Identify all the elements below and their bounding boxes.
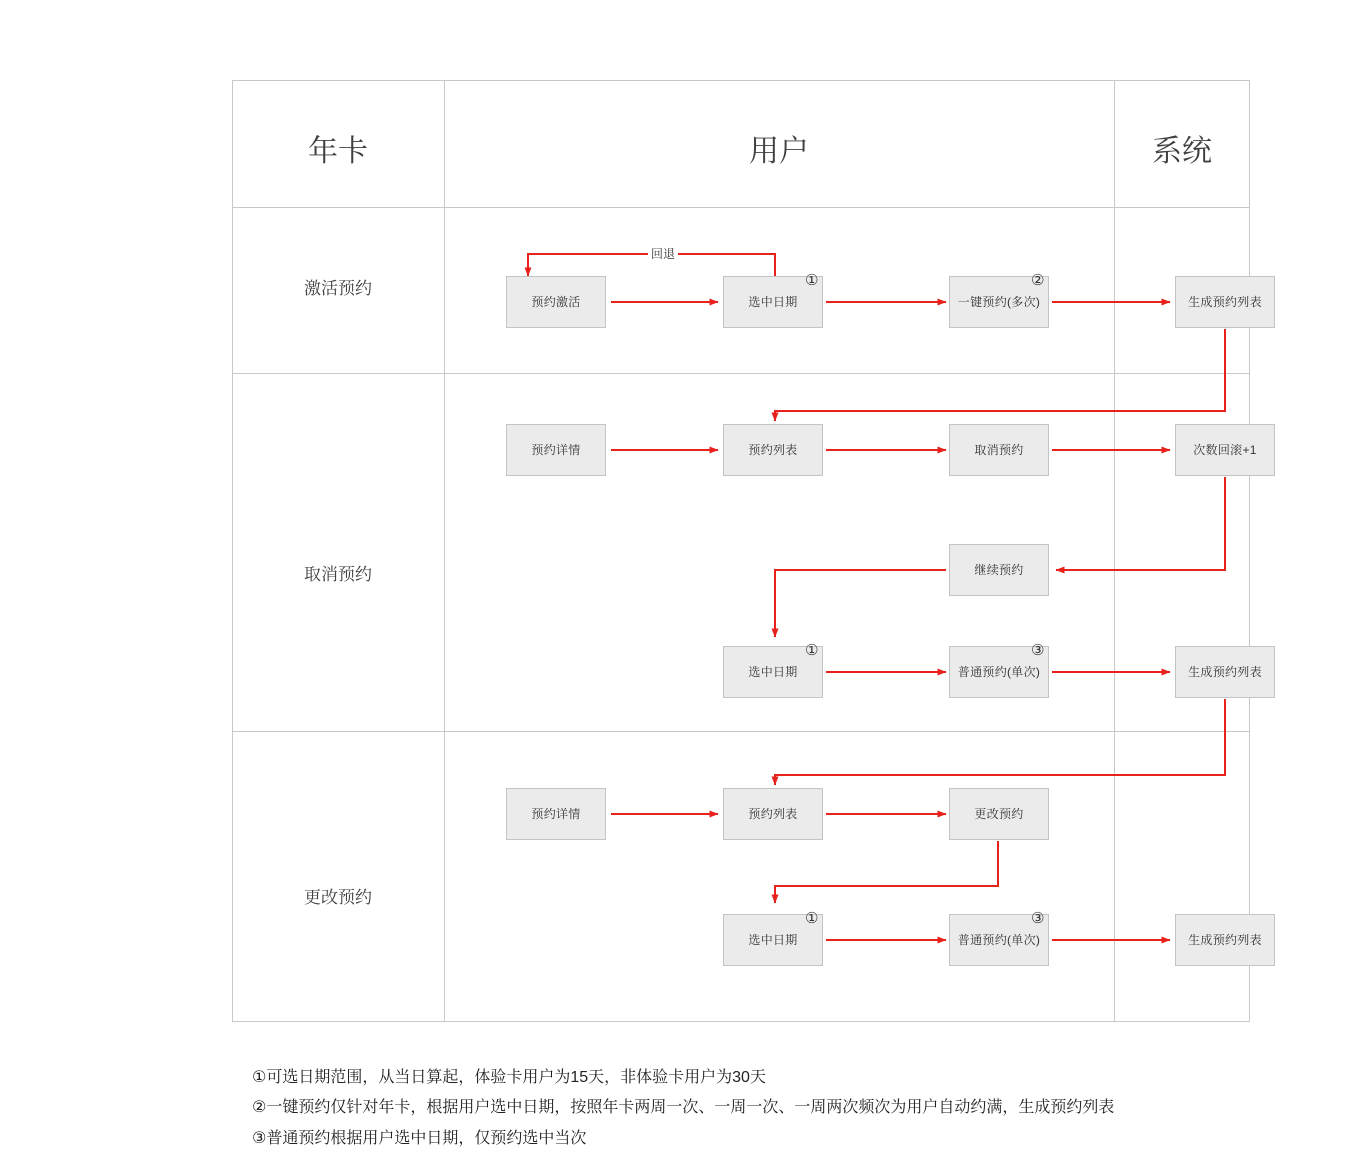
node-select-date-3[interactable]: 选中日期 [723, 914, 823, 966]
row-label-activate: 激活预约 [304, 279, 372, 298]
column-header-yearcard: 年卡 [308, 135, 368, 168]
footnotes [252, 1063, 1342, 1154]
marker-one-click-booking: ② [1031, 272, 1045, 289]
grid-hline-header [232, 207, 1250, 208]
row-label-modify: 更改预约 [304, 888, 372, 907]
marker-normal-booking-2: ③ [1031, 910, 1045, 927]
node-generate-list-3[interactable]: 生成预约列表 [1175, 914, 1275, 966]
node-reservation-detail-1[interactable]: 预约详情 [506, 424, 606, 476]
node-generate-list-1[interactable]: 生成预约列表 [1175, 276, 1275, 328]
node-reservation-list-1[interactable]: 预约列表 [723, 424, 823, 476]
marker-select-date-1: ① [805, 272, 819, 289]
footnote-3: ③普通预约根据用户选中日期，仅预约选中当次 [252, 1129, 587, 1147]
marker-normal-booking-1: ③ [1031, 642, 1045, 659]
marker-select-date-2: ① [805, 642, 819, 659]
node-select-date-2[interactable]: 选中日期 [723, 646, 823, 698]
node-normal-booking-2[interactable]: 普通预约(单次) [949, 914, 1049, 966]
node-continue-reservation[interactable]: 继续预约 [949, 544, 1049, 596]
node-generate-list-2[interactable]: 生成预约列表 [1175, 646, 1275, 698]
node-reservation-list-2[interactable]: 预约列表 [723, 788, 823, 840]
node-cancel-reservation[interactable]: 取消预约 [949, 424, 1049, 476]
node-count-rollback[interactable]: 次数回滚+1 [1175, 424, 1275, 476]
table-frame [232, 80, 1250, 1022]
grid-hline-row1 [232, 373, 1250, 374]
node-reservation-activate[interactable]: 预约激活 [506, 276, 606, 328]
edge-label-rollback: 回退 [648, 245, 678, 262]
node-normal-booking-1[interactable]: 普通预约(单次) [949, 646, 1049, 698]
marker-select-date-3: ① [805, 910, 819, 927]
row-label-cancel: 取消预约 [304, 565, 372, 584]
footnote-1: ①可选日期范围，从当日算起，体验卡用户为15天，非体验卡用户为30天 [252, 1069, 766, 1086]
node-one-click-booking[interactable]: 一键预约(多次) [949, 276, 1049, 328]
node-modify-reservation[interactable]: 更改预约 [949, 788, 1049, 840]
grid-vline-1 [444, 80, 445, 1022]
node-select-date-1[interactable]: 选中日期 [723, 276, 823, 328]
grid-hline-row2 [232, 731, 1250, 732]
column-header-user: 用户 [749, 135, 809, 168]
column-header-system: 系统 [1152, 135, 1212, 168]
footnote-2: ②一键预约仅针对年卡，根据用户选中日期，按照年卡两周一次、一周一次、一周两次频次为用户自动约满，生成预约列表 [252, 1099, 1115, 1117]
grid-vline-2 [1114, 80, 1115, 1022]
node-reservation-detail-2[interactable]: 预约详情 [506, 788, 606, 840]
